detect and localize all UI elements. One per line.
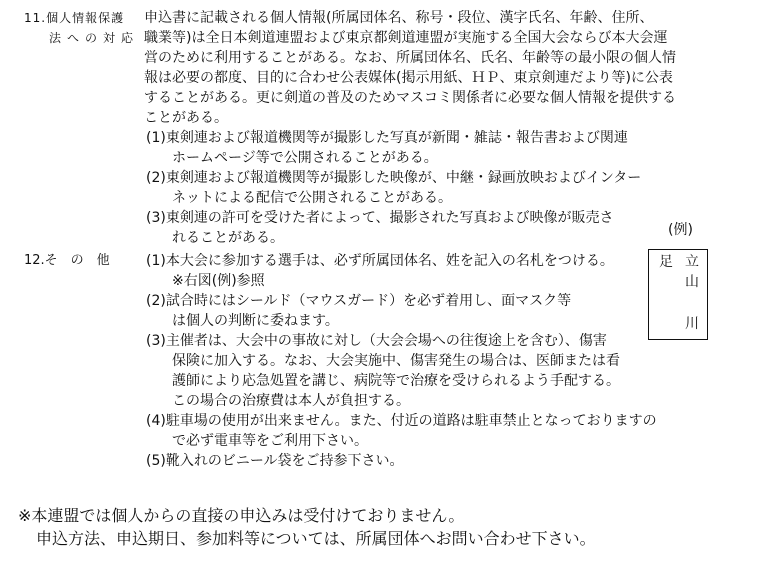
- section-11-paragraph-line: 営のために利用することがある。なお、所属団体名、氏名、年齢等の最小限の個人情: [144, 50, 676, 66]
- section-12-item-line: (1)本大会に参加する選手は、必ず所属団体名、姓を記入の名札をつける。: [146, 253, 614, 269]
- section-12-item-line: は個人の判断に委ねます。: [172, 313, 339, 329]
- section-11-paragraph-line: 職業等)は全日本剣道連盟および東京都剣道連盟が実施する全国大会ならび本大会運: [144, 30, 668, 46]
- section-12-item-line: (3)主催者は、大会中の事故に対し（大会会場への往復途上を含む）、傷害: [146, 333, 607, 349]
- section-11-item-line: (2)東剣連および報道機関等が撮影した映像が、中継・録画放映およびインター: [146, 170, 642, 186]
- section-11-paragraph-line: ことがある。: [144, 110, 228, 126]
- section-11-item-line: ネットによる配信で公開されることがある。: [172, 190, 452, 206]
- example-label: (例): [668, 222, 693, 238]
- section-11-paragraph-line: 申込書に記載される個人情報(所属団体名、称号・段位、漢字氏名、年齢、住所、: [144, 10, 654, 26]
- section-12-item-line: ※右図(例)参照: [172, 273, 265, 289]
- section-12-item-line: で必ず電車等をご利用下さい。: [172, 433, 368, 449]
- section-11-paragraph-line: 報は必要の都度、目的に合わせ公表媒体(掲示用紙、ＨＰ、東京剣連だより等)に公表: [144, 70, 673, 86]
- section-11-item-line: (1)東剣連および報道機関等が撮影した写真が新聞・雑誌・報告書および関連: [146, 130, 628, 146]
- footer-note-line1: ※本連盟では個人からの直接の申込みは受付けておりません。: [18, 506, 465, 525]
- section-12-item-line: 護師により応急処置を講じ、病院等で治療を受けられるよう手配する。: [172, 373, 620, 389]
- section-11-item-line: れることがある。: [172, 230, 284, 246]
- name-tag-char: 立: [685, 254, 699, 270]
- name-tag-char: 足: [659, 254, 673, 270]
- section-12-item-line: (5)靴入れのビニール袋をご持参下さい。: [146, 453, 404, 469]
- section-12-item-line: (2)試合時にはシールド（マウスガード）を必ず着用し、面マスク等: [146, 293, 572, 309]
- name-tag-left-column: [657, 253, 675, 271]
- section-12-title: 12.そ の 他: [24, 253, 110, 268]
- footer-note-line2: 申込方法、申込期日、参加料等については、所属団体へお問い合わせ下さい。: [36, 529, 596, 548]
- section-12-item-line: (4)駐車場の使用が出来ません。また、付近の道路は駐車禁止となっておりますの: [146, 413, 657, 429]
- example-name-tag: [648, 249, 708, 340]
- section-12-item-line: この場合の治療費は本人が負担する。: [172, 393, 410, 409]
- section-11-paragraph-line: することがある。更に剣道の普及のためマスコミ関係者に必要な個人情報を提供する: [144, 90, 676, 106]
- section-11-item-line: (3)東剣連の許可を受けた者によって、撮影された写真および映像が販売さ: [146, 210, 614, 226]
- name-tag-char: 山: [685, 274, 699, 290]
- section-11-title-line2: 法への対応: [49, 31, 140, 45]
- section-12-item-line: 保険に加入する。なお、大会実施中、傷害発生の場合は、医師または看: [172, 353, 620, 369]
- name-tag-char: 川: [685, 316, 699, 332]
- section-11-item-line: ホームページ等で公開されることがある。: [172, 150, 438, 166]
- section-11-title-line1: 11.個人情報保護: [24, 11, 125, 25]
- name-tag-right-column: [683, 253, 701, 333]
